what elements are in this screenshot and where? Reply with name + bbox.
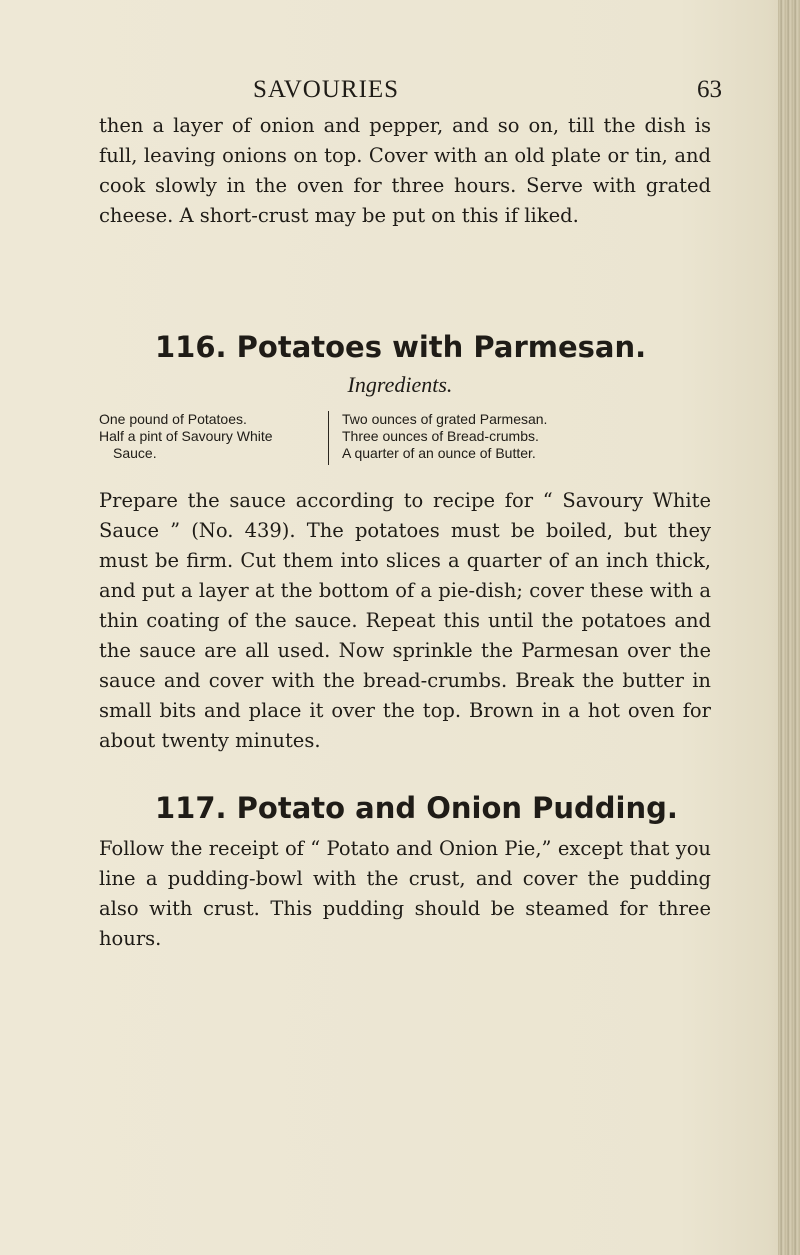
recipe-117-method: Follow the receipt of “ Potato and Onion Pie,” except that you line a pudding-bowl with the crust, and cover the pudding also with crust. This pudding should be steamed for three hours. <box>99 837 711 950</box>
recipe-116-method: Prepare the sauce according to recipe for “ Savoury White Sauce ” (No. 439). The potatoes must be boiled, but they must be firm. Cut them into slices a quarter of an inch thick, and put a layer at the bottom of a pie-dish; cover these with a thin coating of the sauce. Repeat this until the potatoes and the sauce are all used. Now sprinkle the Parmesan over the sauce and cover with the bread-crumbs. Break the butter in small bits and place it over the top. Brown in a hot oven for about twenty minutes. <box>99 489 711 752</box>
ingredient-item: Two ounces of grated Parmesan. <box>342 411 548 427</box>
intro-paragraph: then a layer of onion and pepper, and so on, till the dish is full, leaving onions on top. Cover with an old plate or tin, and cook slowly in the oven for three hours. Serve with grated cheese. A short-crust may be put on this if liked. <box>99 114 711 227</box>
running-head: SAVOURIES <box>253 76 400 103</box>
ingredient-item: Half a pint of Savoury White Sauce. <box>99 428 273 461</box>
page-number: 63 <box>697 76 722 103</box>
recipe-117-title: 117. Potato and Onion Pudding. <box>155 791 678 825</box>
page-edge-shadow <box>778 0 800 1255</box>
ingredient-item: One pound of Potatoes. <box>99 411 247 427</box>
ingredients-left-column <box>99 411 317 462</box>
ingredients-right-column <box>342 411 722 462</box>
ingredients-heading: Ingredients. <box>347 372 453 397</box>
ingredient-item: Three ounces of Bread-crumbs. <box>342 428 539 444</box>
recipe-116-title: 116. Potatoes with Parmesan. <box>155 330 647 364</box>
ingredients-divider <box>328 411 329 465</box>
page-header <box>0 76 800 106</box>
ingredient-item: A quarter of an ounce of Butter. <box>342 445 536 461</box>
